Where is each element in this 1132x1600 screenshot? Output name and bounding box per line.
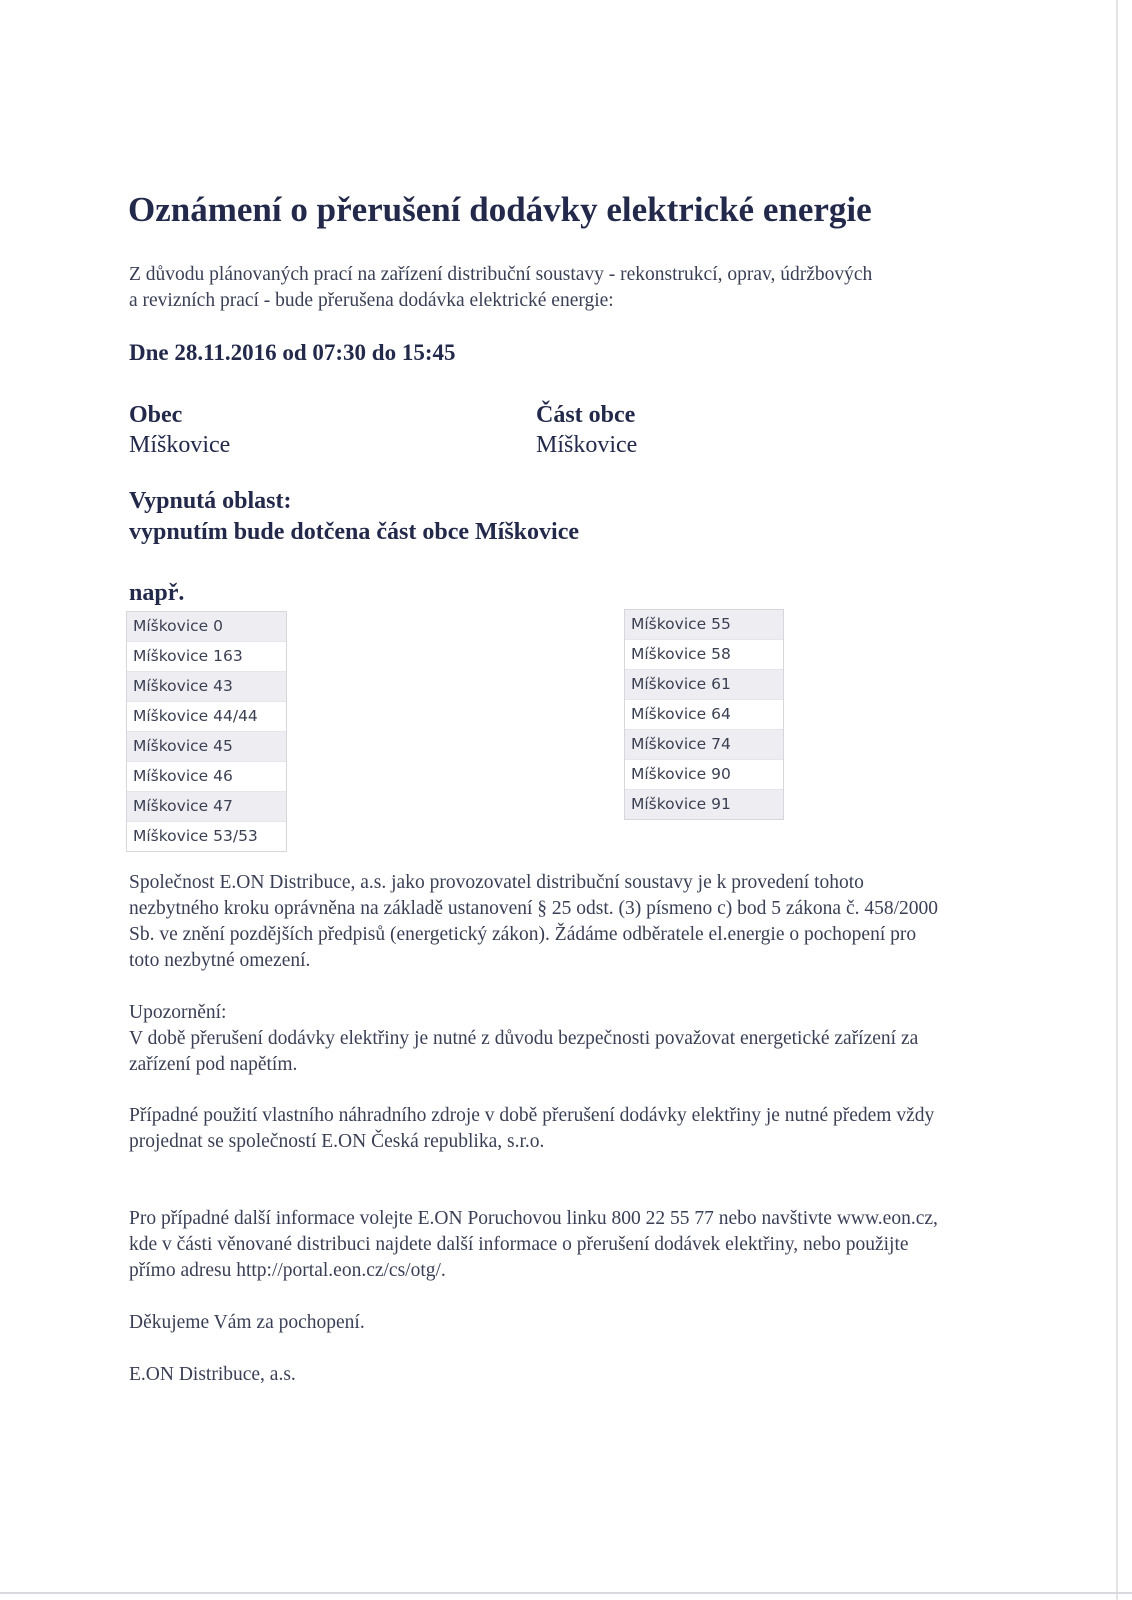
contact-info-paragraph [129, 1206, 1049, 1284]
address-list-left [126, 611, 287, 852]
paragraph-line: Pro případné další informace volejte E.ON Poruchovou linku 800 22 55 77 nebo navštivte www.eon.cz, [129, 1208, 938, 1229]
address-item: Míškovice 90 [625, 760, 783, 790]
warning-heading: Upozornění: [129, 1002, 227, 1023]
thanks-text: Děkujeme Vám za pochopení. [129, 1312, 365, 1333]
warning-paragraph [129, 1000, 1049, 1078]
affected-area-label: Vypnutá oblast: [129, 488, 292, 514]
municipality-part-value: Míškovice [536, 432, 638, 458]
address-item: Míškovice 47 [127, 792, 286, 822]
address-list-right [624, 609, 784, 820]
thanks-line [129, 1310, 1049, 1336]
address-item: Míškovice 91 [625, 790, 783, 819]
address-item: Míškovice 55 [625, 610, 783, 640]
intro-paragraph [129, 262, 1029, 314]
intro-line: a revizních prací - bude přerušena dodávka elektrické energie: [129, 290, 614, 311]
affected-area-description: vypnutím bude dotčena část obce Míškovice [129, 519, 579, 545]
company-paragraph [129, 870, 1049, 974]
municipality-part-label: Část obce [536, 402, 636, 428]
paragraph-line: nezbytného kroku oprávněna na základě ustanovení § 25 odst. (3) písmeno c) bod 5 zákona č. 458/2000 [129, 898, 939, 919]
address-item: Míškovice 58 [625, 640, 783, 670]
paragraph-line: přímo adresu http://portal.eon.cz/cs/otg/. [129, 1260, 446, 1281]
backup-source-paragraph [129, 1103, 1049, 1155]
address-item: Míškovice 64 [625, 700, 783, 730]
address-item: Míškovice 43 [127, 672, 286, 702]
examples-label: např. [129, 580, 185, 606]
intro-line: Z důvodu plánovaných prací na zařízení distribuční soustavy - rekonstrukcí, oprav, údržbových [129, 264, 873, 285]
affected-area [129, 486, 579, 548]
paragraph-line: projednat se společností E.ON Česká republika, s.r.o. [129, 1131, 545, 1152]
paragraph-line: zařízení pod napětím. [129, 1054, 298, 1075]
paragraph-line: Společnost E.ON Distribuce, a.s. jako provozovatel distribuční soustavy je k provedení tohoto [129, 872, 864, 893]
municipality-part-block [536, 400, 637, 460]
address-item: Míškovice 163 [127, 642, 286, 672]
paragraph-line: Případné použití vlastního náhradního zdroje v době přerušení dodávky elektřiny je nutné předem vždy [129, 1105, 935, 1126]
paragraph-line: V době přerušení dodávky elektřiny je nutné z důvodu bezpečnosti považovat energetické zařízení za [129, 1028, 919, 1049]
address-item: Míškovice 0 [127, 612, 286, 642]
signature-line [129, 1362, 1049, 1388]
municipality-value: Míškovice [129, 432, 231, 458]
outage-date: Dne 28.11.2016 od 07:30 do 15:45 [129, 340, 456, 365]
page-edge [1116, 0, 1118, 1600]
address-item: Míškovice 74 [625, 730, 783, 760]
address-item: Míškovice 53/53 [133, 827, 258, 845]
signature-text: E.ON Distribuce, a.s. [129, 1364, 296, 1385]
address-item: Míškovice 46 [127, 762, 286, 792]
address-item: Míškovice 44/44 [127, 702, 286, 732]
address-item: Míškovice 61 [625, 670, 783, 700]
paragraph-line: Sb. ve znění pozdějších předpisů (energetický zákon). Žádáme odběratele el.energie o pochopení pro [129, 924, 917, 945]
paragraph-line: kde v části věnované distribuci najdete další informace o přerušení dodávek elektřiny, nebo použijte [129, 1234, 909, 1255]
address-item: Míškovice 45 [127, 732, 286, 762]
municipality-block [129, 400, 230, 460]
paragraph-line: toto nezbytné omezení. [129, 950, 311, 971]
notice-title: Oznámení o přerušení dodávky elektrické energie [128, 190, 872, 229]
page-edge [0, 1592, 1132, 1594]
municipality-label: Obec [129, 402, 183, 428]
